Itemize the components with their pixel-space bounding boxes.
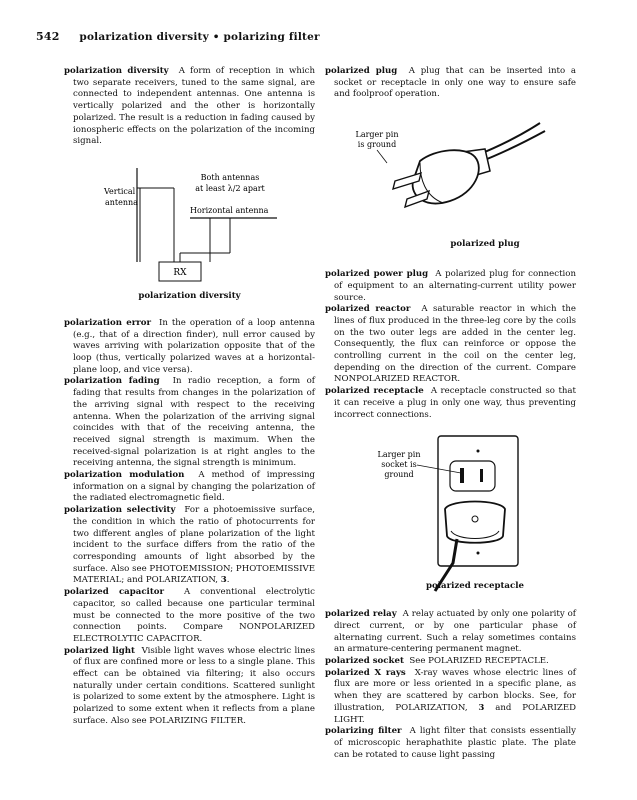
- entry-term: polarization error: [64, 317, 152, 328]
- figure-caption: polarized receptacle: [426, 581, 524, 592]
- plug-label-pointer: [377, 150, 387, 163]
- plug-label-line1: Larger pin: [355, 130, 399, 140]
- rx-label: RX: [173, 267, 187, 278]
- entry-term: polarized capacitor: [64, 587, 165, 598]
- figure-caption: polarization diversity: [138, 290, 241, 301]
- entry-polarization-diversity: [64, 66, 315, 148]
- receptacle-label-line1: Larger pin: [377, 450, 421, 460]
- both-antennas-label: Both antennas: [200, 172, 260, 182]
- entry-definition: Visible light waves whose electric lines of flux are confined more or less to a single plane. This effect can be obtained via filtering; it also occurs naturally under certain conditions. Scattered sunlight is polarized to some extent by the atmosphere. Light is polarized to some extent when it reflects from a plane surface. Also see POLARIZING FILTER.: [73, 645, 315, 726]
- diversity-diagram: [64, 148, 315, 308]
- figure-polarized-receptacle: [325, 421, 576, 599]
- running-title: polarization diversity • polarizing filter: [79, 31, 320, 43]
- entry-polarized-power-plug: [325, 269, 576, 304]
- entry-definition: In the operation of a loop antenna (e.g., that of a direction finder), null error caused by waves arriving with polarization opposite that of the loop (thus, vertically polarized waves at a horizontal-plane loop, and vice versa).: [73, 317, 316, 375]
- entry-term: polarized socket: [325, 656, 404, 667]
- entry-definition: A light filter that consists essentially of microscopic heraphathite plastic plate. The plate can be rotated to cause light passing: [334, 726, 576, 760]
- entry-polarizing-filter: [325, 726, 576, 761]
- horizontal-antenna-label: Horizontal antenna: [190, 205, 269, 215]
- entry-term: polarized power plug: [325, 269, 429, 280]
- antenna-label: antenna: [105, 197, 138, 207]
- entry-polarized-light: [64, 646, 315, 728]
- receptacle-label-line2: socket is: [381, 460, 417, 470]
- entry-term: polarized reactor: [325, 304, 411, 315]
- entry-polarized-receptacle: [325, 386, 576, 421]
- socket-slot-small: [480, 469, 483, 482]
- figure-caption: polarized plug: [450, 239, 520, 250]
- entry-term: polarized receptacle: [325, 386, 424, 397]
- entry-polarized-capacitor: [64, 587, 315, 646]
- right-column: [325, 66, 576, 761]
- plate-screw-bottom: [477, 552, 480, 555]
- left-column: [64, 66, 315, 728]
- plate-screw-top: [477, 450, 480, 453]
- entry-term: polarized light: [64, 645, 136, 656]
- outlet-face: [450, 461, 495, 491]
- entry-end: and POLARIZED LIGHT.: [334, 702, 577, 725]
- entry-definition: A method of impressing information on a signal by changing the polarization of the radiated electromagnetic field.: [73, 470, 315, 504]
- entry-definition: In radio reception, a form of fading that results from changes in the polarization of the arriving signal with respect to the receiving antenna. When the polarization of the arriving signal coincides with that of the receiving antenna, the received signal strength is maximum. When the received-signal polarization is at right angles to the receiving antenna, the signal strength is minimum.: [73, 376, 315, 469]
- cross-ref-number: 3: [220, 575, 227, 586]
- entry-polarization-modulation: [64, 470, 315, 505]
- receptacle-illustration: [325, 421, 576, 599]
- entry-term: polarization fading: [64, 376, 160, 387]
- entry-definition: For a photoemissive surface, the condition in which the ratio of photocurrents for two different angles of plane polarization of the light incident to the surface differs from the ratio of the corresponding amounts of light absorbed by the surface. Also see PHOTOEMISSION; PHOTOEMISSIVE MATERIAL; and POLARIZATION,: [73, 505, 315, 586]
- entry-polarization-error: [64, 318, 315, 377]
- entry-polarized-x-rays: [325, 668, 576, 727]
- entry-term: polarized plug: [325, 66, 398, 76]
- entry-definition: See POLARIZED RECEPTACLE.: [409, 656, 549, 667]
- entry-definition: A saturable reactor in which the lines of flux produced in the three-leg core by the coils on the two outer legs are added in the center leg. Consequently, the flux can reinforce or oppose the controlling current in the coil on the center leg, depending on the direction of the current. Compare NONPOLARIZED REACTOR.: [334, 304, 576, 385]
- entry-term: polarization selectivity: [64, 505, 176, 516]
- page-number: 542: [36, 30, 60, 43]
- cross-ref-number: 3: [478, 702, 485, 713]
- socket-slot-large: [460, 468, 464, 483]
- entry-polarized-plug: [325, 66, 576, 101]
- entry-term: polarizing filter: [325, 726, 402, 737]
- plug-dot: [472, 516, 478, 522]
- entry-term: polarization diversity: [64, 66, 169, 76]
- receptacle-label-line3: ground: [384, 470, 414, 480]
- apart-label: at least λ/2 apart: [195, 183, 265, 193]
- entry-definition: A polarized plug for connection of equipment to an alternating-current utility power source.: [334, 269, 576, 303]
- entry-polarized-reactor: [325, 304, 576, 386]
- entry-term: polarization modulation: [64, 470, 185, 481]
- page-header: [36, 30, 596, 43]
- plug-label-line2: is ground: [357, 140, 397, 150]
- entry-definition: A receptacle constructed so that it can receive a plug in only one way, thus preventing incorrect connections.: [334, 386, 577, 420]
- entry-definition: A relay actuated by only one polarity of direct current, or by one particular phase of alternating current. Such a relay sometimes contains an armature-centering permanent magnet.: [334, 609, 576, 655]
- entry-definition: A conventional electrolytic capacitor, so called because one particular terminal must be connected to the more positive of the two connection points. Compare NONPOLARIZED ELECTROLYTIC CAPACITOR.: [73, 587, 315, 644]
- entry-polarization-selectivity: [64, 505, 315, 587]
- entry-definition: X-ray waves whose electric lines of flux are more or less oriented in a specific plane, as when they are scattered by carbon blocks. See, for illustration, POLARIZATION,: [334, 667, 576, 713]
- entry-definition: A form of reception in which two separate receivers, tuned to the same signal, are connected to independent antennas. One antenna is vertically polarized and the other is horizontally polarized. The result is a reduction in fading caused by ionospheric effects on the polarization of the incoming signal.: [73, 66, 315, 147]
- entry-definition: A plug that can be inserted into a socket or receptacle in only one way to ensure safe and foolproof operation.: [334, 66, 577, 100]
- entry-polarized-relay: [325, 609, 576, 656]
- entry-term: polarized X rays: [325, 667, 406, 678]
- entry-end: .: [226, 575, 230, 586]
- figure-polarization-diversity: [64, 148, 315, 308]
- plug-illustration: [325, 101, 576, 259]
- entry-polarized-socket: [325, 656, 576, 668]
- figure-polarized-plug: [325, 101, 576, 259]
- entry-term: polarized relay: [325, 609, 397, 620]
- vertical-label: Vertical: [104, 186, 136, 196]
- entry-polarization-fading: [64, 376, 315, 470]
